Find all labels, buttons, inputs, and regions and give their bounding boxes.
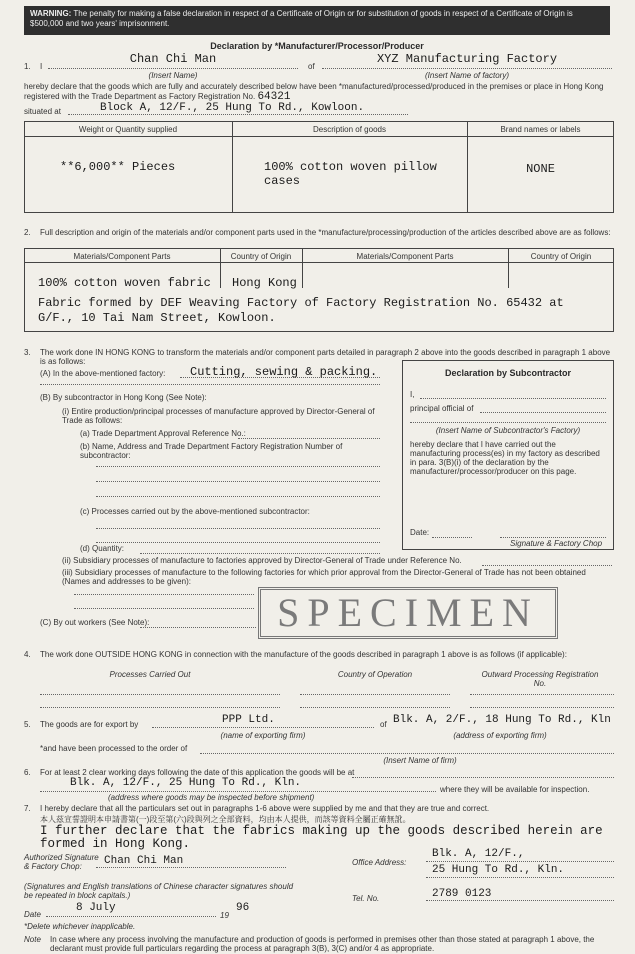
subcontractor-text: hereby declare that I have carried out the manufacturing process(es) in my factory as described in para. 3(B)(i) of the declaration by the manufacturer/processor/producer on this page. — [410, 440, 600, 476]
subcontractor-caption: (Insert Name of Subcontractor's Factory) — [435, 426, 581, 435]
sec6-caption: (address where goods may be inspected before shipment) — [108, 793, 315, 802]
tel-number: 2789 0123 — [432, 888, 492, 900]
warning-text: The penalty for making a false declaration in respect of a Certificate of Origin or for substitution of goods in respect of a Certificate of Origin is $500,000 and two years' imprisonment. — [30, 9, 573, 28]
sec7-text: I hereby declare that all the particulars set out in paragraphs 1-6 above were supplied by me and that they are true and correct. — [40, 804, 490, 813]
factory-reg-no: 64321 — [257, 91, 291, 103]
sec6-tail: where they will be available for inspection. — [440, 785, 590, 794]
sec4-line-1b — [300, 690, 450, 695]
sec5-text: The goods are for export by — [40, 720, 139, 729]
goods-table-divider-1 — [232, 121, 233, 213]
declare-text-body: hereby declare that the goods which are fully and accurately described below have been *manufactured/processed/produced in the premises or place in Hong Kong registered with the Trade Department as Factory Registration No. — [24, 82, 604, 101]
subcontractor-principal-line — [480, 404, 606, 413]
factory-name: XYZ Manufacturing Factory — [376, 52, 558, 66]
sec3-c-label: (C) By out workers (See Note): — [40, 618, 150, 627]
subcontractor-factory-line — [410, 418, 606, 423]
sec4-line-2b — [300, 703, 450, 708]
goods-quantity: **6,000** Pieces — [60, 160, 176, 174]
sec3-b-b-line-1 — [96, 462, 380, 467]
sec4-line-2a — [40, 703, 280, 708]
goods-header-description: Description of goods — [313, 125, 386, 134]
year-prefix: 19 — [220, 911, 229, 920]
materials-table-header-rule — [24, 262, 614, 263]
date-line — [46, 905, 216, 917]
sec3-text: The work done IN HONG KONG to transform the materials and/or component parts detailed in paragraph 2 above into the goods described in paragraph 1 above is as follows: — [40, 348, 611, 366]
subcontractor-date: Date: — [410, 528, 430, 537]
subcontractor-name-line — [420, 390, 606, 399]
sec5-order-text: *and have been processed to the order of — [40, 744, 188, 753]
goods-table-header-rule — [24, 136, 614, 137]
sec5-of: of — [380, 720, 387, 729]
sec5-address-caption: (address of exporting firm) — [453, 731, 547, 740]
situated-label: situated at — [24, 107, 61, 116]
sec6-line-1 — [352, 769, 614, 778]
warning-banner — [24, 6, 610, 35]
year-value: 96 — [236, 902, 250, 914]
subcontractor-principal: principal official of — [410, 404, 474, 413]
sec3-b-c: (c) Processes carried out by the above-mentioned subcontractor: — [80, 507, 310, 516]
sec6-text: For at least 2 clear working days following the date of this application the goods will be at — [40, 768, 355, 777]
sec2-num: 2. — [24, 228, 31, 237]
sec3-a-label: (A) In the above-mentioned factory: — [40, 369, 166, 378]
sec3-b-c-line-2 — [96, 538, 380, 543]
material-1-country: Hong Kong — [232, 276, 297, 290]
office-address-1: Blk. A, 12/F., — [432, 848, 525, 860]
sec2-text: Full description and origin of the materials and/or component parts used in the *manufacture/processing/production of the articles described above are as follows: — [40, 228, 611, 237]
sig-name: Chan Chi Man — [104, 855, 184, 867]
sec3-b-d: (d) Quantity: — [80, 544, 125, 553]
sec1-num: 1. — [24, 62, 31, 71]
sec4-col-country: Country of Operation — [337, 670, 413, 679]
sec3-b-ii-line — [482, 557, 612, 566]
exporting-firm-address: Blk. A, 2/F., 18 Hung To Rd., Kln — [393, 714, 611, 726]
subcontractor-title: Declaration by Subcontractor — [444, 368, 572, 378]
sec3-num: 3. — [24, 348, 31, 357]
goods-brand: NONE — [526, 162, 555, 176]
declare-text — [24, 82, 614, 102]
materials-header-1: Materials/Component Parts — [73, 252, 171, 261]
sec3-b-c-line-1 — [96, 524, 380, 529]
sec7-num: 7. — [24, 804, 31, 813]
sec3-a-line-2 — [40, 382, 380, 385]
sec3-b-i: (i) Entire production/principal processes of manufacture approved by Director-General of Trade as follows: — [62, 407, 375, 425]
further-declaration: I further declare that the fabrics making up the goods described herein are formed in Hong Kong. — [40, 824, 603, 851]
subcontractor-i: I, — [410, 390, 415, 399]
sec5-order-caption: (Insert Name of firm) — [383, 756, 457, 765]
office-label: Office Address: — [352, 858, 407, 867]
sec3-a-value: Cutting, sewing & packing. — [190, 365, 378, 379]
note-label: Note — [24, 935, 41, 944]
sig-label: Authorized Signature & Factory Chop: — [24, 853, 99, 871]
sec5-firm-caption: (name of exporting firm) — [220, 731, 306, 740]
sec1-i: I — [40, 62, 43, 71]
sec3-b-a-line — [238, 430, 380, 439]
sec3-b-b: (b) Name, Address and Trade Department Factory Registration Number of subcontractor: — [80, 442, 343, 460]
goods-description: 100% cotton woven pillow cases — [264, 160, 437, 188]
sec3-b-b-line-3 — [96, 492, 380, 497]
delete-note: *Delete whichever inapplicable. — [24, 922, 136, 931]
materials-header-3: Materials/Component Parts — [356, 252, 454, 261]
sec1-of: of — [308, 62, 315, 71]
sec6-num: 6. — [24, 768, 31, 777]
sec3-c-line — [140, 619, 256, 628]
sec7-chinese: 本人茲宣誓證明本申請書第(一)段至第(六)段與列之全部資料，均由本人提供，而該等資料全屬正確無訛。 — [40, 815, 411, 824]
sec3-b-a: (a) Trade Department Approval Reference No.: — [80, 429, 246, 438]
sec4-col-registration: Outward Processing Registration No. — [481, 670, 599, 688]
date-label: Date — [24, 910, 41, 919]
sec5-order-line — [200, 745, 614, 754]
sec3-b-d-line — [140, 545, 380, 554]
factory-caption: (Insert Name of factory) — [424, 71, 510, 80]
sec3-b-iii: (iii) Subsidiary processes of manufacture to the following factories for which prior approval from the Director-General of Trade has not been obtained (Names and addresses to be given): — [62, 568, 586, 586]
sec4-line-2c — [470, 703, 614, 708]
sec3-b-iii-line-2 — [74, 604, 254, 609]
declarant-name: Chan Chi Man — [129, 52, 217, 66]
name-caption: (Insert Name) — [148, 71, 198, 80]
tel-label: Tel. No. — [352, 894, 380, 903]
sec4-line-1c — [470, 690, 614, 695]
date-value: 8 July — [76, 902, 116, 914]
note-text: In case where any process involving the manufacture and production of goods is performed in premises other than those stated at paragraph 1 above, the declarant must provide full particulars regarding the process at paragraph 3(B), 3(C) and/or 4 as appropriate. — [50, 935, 595, 953]
material-1: 100% cotton woven fabric — [38, 276, 211, 290]
sec3-b-ii: (ii) Subsidiary processes of manufacture to factories approved by Director-General of Trade under Reference No. — [62, 556, 462, 565]
sec4-line-1a — [40, 690, 280, 695]
goods-header-brand: Brand names or labels — [500, 125, 581, 134]
materials-header-4: Country of Origin — [530, 252, 592, 261]
sec3-b-b-line-2 — [96, 477, 380, 482]
sig-note: (Signatures and English translations of Chinese character signatures should be repeated in block capitals.) — [24, 882, 294, 900]
specimen-stamp: SPECIMEN — [258, 587, 558, 639]
goods-header-quantity: Weight or Quantity supplied — [78, 125, 178, 134]
warning-label: WARNING: — [30, 9, 72, 18]
office-address-2: 25 Hung To Rd., Kln. — [432, 864, 565, 876]
subcontractor-signature-line — [500, 529, 606, 538]
sec3-b-label: (B) By subcontractor in Hong Kong (See Note): — [40, 393, 207, 402]
subcontractor-signature: Signature & Factory Chop — [510, 539, 603, 548]
fabric-note: Fabric formed by DEF Weaving Factory of Factory Registration No. 65432 at G/F., 10 Tai Nam Street, Kowloon. — [38, 296, 564, 325]
sec4-num: 4. — [24, 650, 31, 659]
factory-address: Block A, 12/F., 25 Hung To Rd., Kowloon. — [100, 102, 365, 114]
materials-header-2: Country of Origin — [230, 252, 292, 261]
subcontractor-date-line — [432, 529, 472, 538]
page-title: Declaration by *Manufacturer/Processor/Producer — [210, 41, 424, 51]
exporting-firm: PPP Ltd. — [222, 714, 275, 726]
sec3-b-iii-line-1 — [74, 590, 254, 595]
sec5-num: 5. — [24, 720, 31, 729]
sec4-text: The work done OUTSIDE HONG KONG in connection with the manufacture of the goods described in paragraph 1 above is as follows (if applicable): — [40, 650, 567, 659]
sec4-col-processes: Processes Carried Out — [109, 670, 191, 679]
inspection-address: Blk. A, 12/F., 25 Hung To Rd., Kln. — [70, 777, 302, 789]
